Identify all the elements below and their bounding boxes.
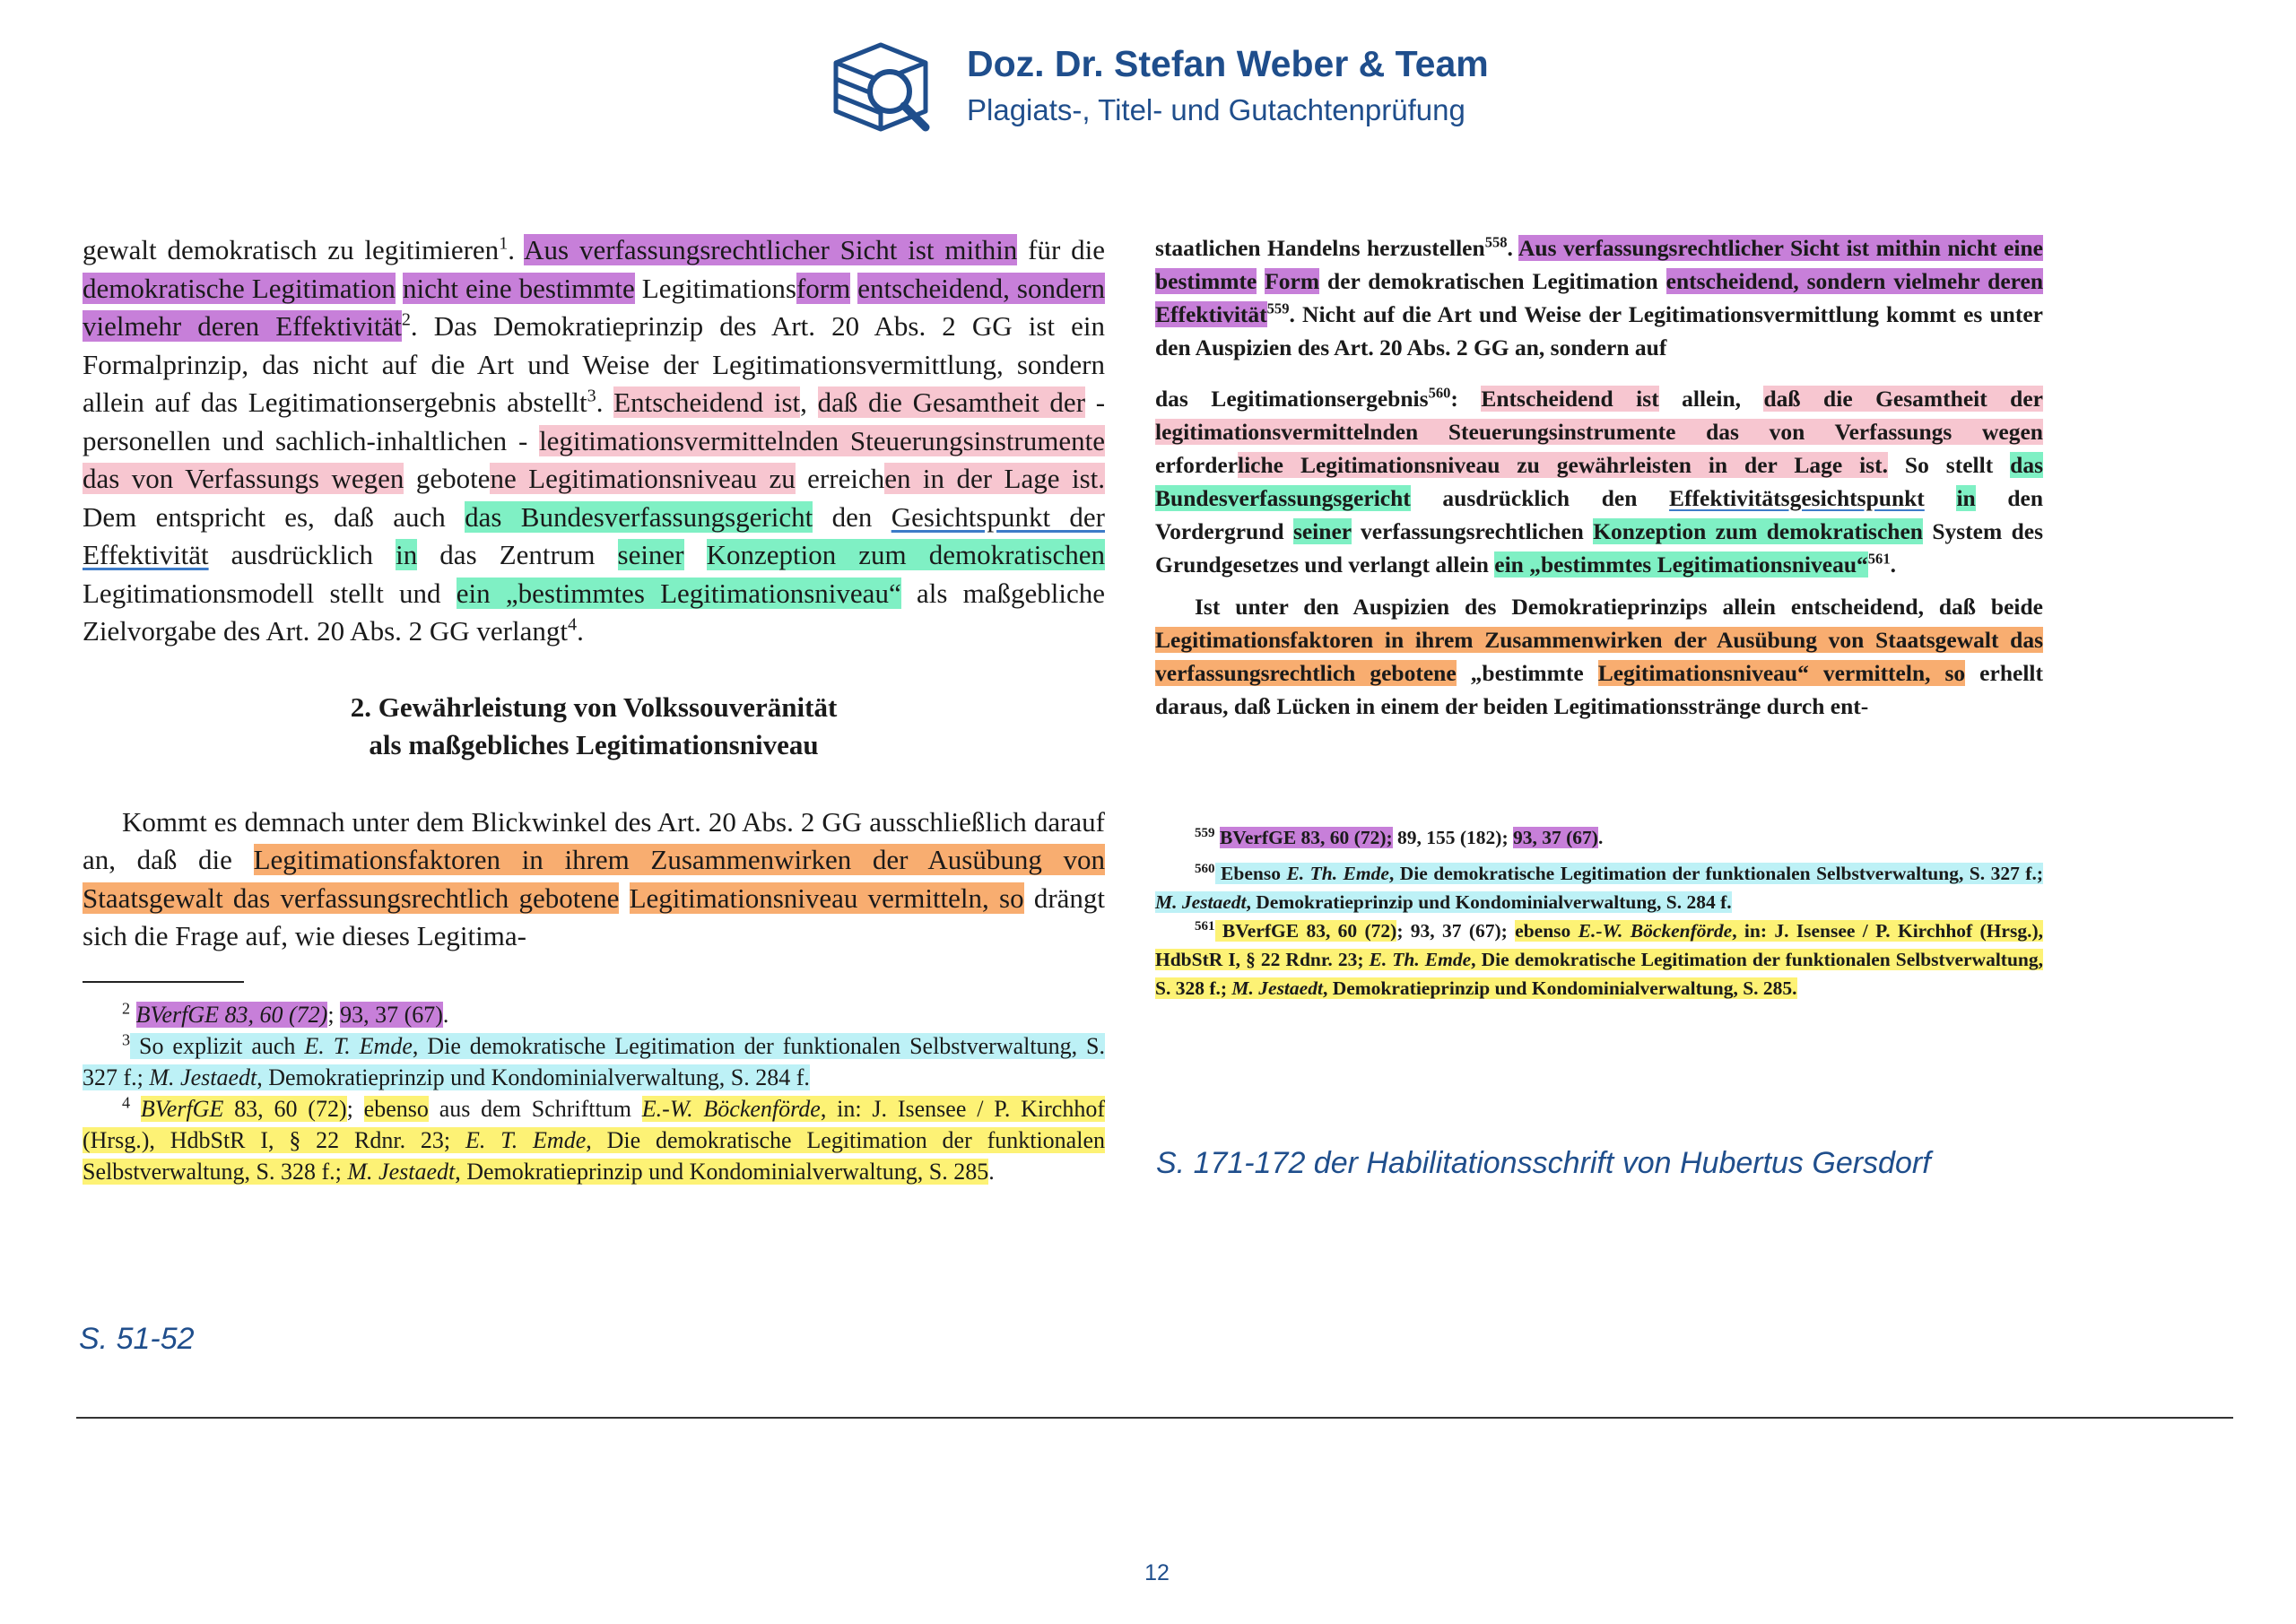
highlight-green: das Bundesverfassungsgericht xyxy=(1155,452,2043,511)
highlight-purple: 93, 37 (67) xyxy=(1513,827,1598,848)
paragraph-gap xyxy=(1155,581,2043,590)
highlight-purple: demokratische Legitimation xyxy=(83,272,396,304)
highlight-pink: Entscheidend ist xyxy=(613,386,801,418)
highlight-pink: Entscheidend ist xyxy=(1481,386,1659,412)
left-footnote-4: $^4$ BVerfGE 83, 60 (72); ebenso aus dem Schrifttum E.-W. Böckenförde, in: J. Isensee / P. Kirchhof (Hrsg.), HdbStR I, § 22 Rdnr. 23; E. T. Emde, Die demokratische Legitimation der funktionalen Selbstverwaltung, S. 328 f.; M. Jestaedt, Demokratieprinzip und Kondominialverwaltung, S. 285. xyxy=(83,1092,1105,1185)
compared-excerpt-right xyxy=(1155,231,2043,1003)
highlight-pink: legitimationsvermittelnden Steuerungsinstrumente das von Verfassungs wegen xyxy=(83,424,1105,494)
caption-source-pages: S. 51-52 xyxy=(79,1322,195,1356)
right-paragraph-2: das Legitimationsergebnis$^{560}$: Entscheidend ist allein, daß die Gesamtheit der legitimationsvermittelnden Steuerungsinstrumente das von Verfassungs wegen erforderliche Legitimationsniveau zu gewährleisten in der Lage ist. So stellt das Bundesverfassungsgericht ausdrücklich den Effektivitätsgesichtspunkt in den Vordergrund seiner verfassungsrechtlichen Konzeption zum demokratischen System des Grundgesetzes und verlangt allein ein „bestimmtes Legitimationsniveau“$^{561}$. xyxy=(1155,384,2044,578)
highlight-purple: form xyxy=(796,272,851,304)
right-paragraph-3: Ist unter den Auspizien des Demokratieprinzips allein entscheidend, daß beide Legitimationsfaktoren in ihrem Zusammenwirken der Ausübung von Staatsgewalt das verfassungsrechtlich gebotene „bestimmte Legitimationsniveau“ vermitteln, so erhellt daraus, daß Lücken in einem der beiden Legitimationsstränge durch ent- xyxy=(1155,594,2043,719)
highlight-orange: Legitimationsfaktoren in ihrem Zusammenwirken der Ausübung von Staatsgewalt das verfassungsrechtlich gebotene xyxy=(1155,627,2043,686)
highlight-green: in xyxy=(1956,485,1976,511)
highlight-yellow: E.-W. Böckenförde, in: J. Isensee / P. Kirchhof (Hrsg.), HdbStR I, § 22 Rdnr. 23; E. T. Emde, Die demokratische Legitimation der funktionalen Selbstverwaltung, S. 328 f.; M. Jestaedt, Demokratieprinzip und Kondominialverwaltung, S. 285 xyxy=(83,1095,1105,1185)
highlight-purple: nicht eine bestimmte xyxy=(402,272,635,304)
highlight-green: das Bundesverfassungsgericht xyxy=(465,500,813,533)
right-footnote-559: $^{559}$ BVerfGE 83, 60 (72); 89, 155 (182); 93, 37 (67). xyxy=(1195,825,1604,848)
highlight-pink: ne Legitimationsniveau zu xyxy=(490,463,796,494)
highlight-orange: Legitimationsniveau vermitteln, so xyxy=(629,881,1024,914)
highlight-orange: Legitimationsniveau“ vermitteln, so xyxy=(1597,660,1966,686)
highlight-cyan: Ebenso E. Th. Emde, Die demokratische Legitimation der funktionalen Selbstverwaltung, S. 327 f.; M. Jestaedt, Demokratieprinzip und Kondominialverwaltung, S. 284 f. xyxy=(1155,863,2043,913)
highlight-purple: Aus verfassungsrechtlicher Sicht ist mithin nicht eine bestimmte xyxy=(1155,235,2043,294)
source-excerpt-left xyxy=(83,231,1105,1187)
underline-blue: Effektivitätsgesichtspunkt xyxy=(1669,485,1925,511)
highlight-green: seiner xyxy=(1292,518,1352,544)
left-paragraph-2: Kommt es demnach unter dem Blickwinkel des Art. 20 Abs. 2 GG ausschließlich darauf an, daß die Legitimationsfaktoren in ihrem Zusammenwirken der Ausübung von Staatsgewalt das verfassungsrechtlich gebotene Legitimationsniveau vermitteln, so drängt sich die Frage auf, wie dieses Legitima- xyxy=(83,805,1106,951)
highlight-pink: en in der Lage ist. xyxy=(884,463,1105,494)
section-heading: 2. Gewährleistung von Volkssouveränität als maßgebliches Legitimationsniveau xyxy=(350,690,838,760)
highlight-green: Konzeption zum demokratischen xyxy=(1593,518,1923,544)
highlight-purple: entscheidend, sondern vielmehr deren Effektivität xyxy=(1155,268,2044,327)
highlight-green: ein „bestimmtes Legitimationsniveau“ xyxy=(456,577,901,609)
highlight-purple: Aus verfassungsrechtlicher Sicht ist mithin xyxy=(524,234,1018,265)
highlight-green: ein „bestimmtes Legitimationsniveau“ xyxy=(1494,551,1868,578)
highlight-pink: liche Legitimationsniveau zu gewährleisten in der Lage ist. xyxy=(1238,452,1888,478)
underline-blue: Gesichtspunkt der Effektivität xyxy=(83,500,1105,570)
left-paragraph-1: gewalt demokratisch zu legitimieren$^1$. Aus verfassungsrechtlicher Sicht ist mithin für die demokratische Legitimation nicht eine bestimmte Legitimationsform entscheidend, sondern vielmehr deren Effektivität$^2$. Das Demokratieprinzip des Art. 20 Abs. 2 GG ist ein Formalprinzip, das nicht auf die Art und Weise der Legitimationsvermittlung, sondern allein auf das Legitimationsergebnis abstellt$^3$. Entscheidend ist, daß die Gesamtheit der - personellen und sachlich-inhaltlichen - legitimationsvermittelnden Steuerungsinstrumente das von Verfassungs wegen gebotene Legitimationsniveau zu erreichen in der Lage ist. Dem entspricht es, daß auch das Bundesverfassungsgericht den Gesichtspunkt der Effektivität ausdrücklich in das Zentrum seiner Konzeption zum demokratischen Legitimationsmodell stellt und ein „bestimmtes Legitimationsniveau“ als maßgebliche Zielvorgabe des Art. 20 Abs. 2 GG verlangt$^4$. xyxy=(83,233,1106,647)
right-footnote-561: $^{561}$ BVerfGE 83, 60 (72); 93, 37 (67); ebenso E.-W. Böckenförde, in: J. Isensee / P. Kirchhof (Hrsg.), HdbStR I, § 22 Rdnr. 23; E. Th. Emde, Die demokratische Legitimation der funktionalen Selbstverwaltung, S. 328 f.; M. Jestaedt, Demokratieprinzip und Kondominialverwaltung, S. 285. xyxy=(1155,918,2043,999)
logo-icon xyxy=(825,36,946,135)
highlight-green: Konzeption zum demokratischen xyxy=(706,539,1105,570)
left-footnote-2: $^2$ BVerfGE 83, 60 (72); 93, 37 (67). xyxy=(122,998,449,1028)
page-number: 12 xyxy=(1144,1560,1170,1585)
highlight-purple: 93, 37 (67) xyxy=(340,1001,443,1028)
highlight-green: in xyxy=(396,539,418,570)
right-footnote-560: $^{560}$ Ebenso E. Th. Emde, Die demokratische Legitimation der funktionalen Selbstverwaltung, S. 327 f.; M. Jestaedt, Demokratieprinzip und Kondominialverwaltung, S. 284 f. xyxy=(1155,861,2043,913)
highlight-purple: BVerfGE 83, 60 (72); xyxy=(1219,827,1393,848)
highlight-yellow: ebenso E.-W. Böckenförde, in: J. Isensee / P. Kirchhof (Hrsg.), HdbStR I, § 22 Rdnr. 23; E. Th. Emde, Die demokratische Legitimation der funktionalen Selbstverwaltung, S. 328 f.; M. Jestaedt, Demokratieprinzip und Kondominialverwaltung, S. 285. xyxy=(1155,920,2043,999)
highlight-purple: entscheidend, sondern vielmehr deren Effektivität xyxy=(83,272,1106,342)
highlight-cyan: So explizit auch E. T. Emde, Die demokratische Legitimation der funktionalen Selbstverwaltung, S. 327 f.; M. Jestaedt, Demokratieprinzip und Kondominialverwaltung, S. 284 f. xyxy=(83,1032,1106,1090)
highlight-yellow: ebenso xyxy=(363,1095,429,1122)
brand-subtitle: Plagiats-, Titel- und Gutachtenprüfung xyxy=(967,93,1465,126)
caption-compared-pages: S. 171-172 der Habilitationsschrift von Hubertus Gersdorf xyxy=(1156,1146,1931,1180)
highlight-orange: Legitimationsfaktoren in ihrem Zusammenwirken der Ausübung von Staatsgewalt das verfassungsrechtlich gebotene xyxy=(83,844,1105,914)
footnote-rule xyxy=(83,981,244,983)
page-break-gap xyxy=(1155,364,2043,382)
highlight-green: seiner xyxy=(617,539,684,570)
left-footnote-3: $^3$ So explizit auch E. T. Emde, Die demokratische Legitimation der funktionalen Selbstverwaltung, S. 327 f.; M. Jestaedt, Demokratieprinzip und Kondominialverwaltung, S. 284 f. xyxy=(83,1029,1106,1090)
highlight-purple: BVerfGE 83, 60 (72) xyxy=(135,1001,328,1028)
brand-name: Doz. Dr. Stefan Weber & Team xyxy=(967,43,1489,84)
highlight-purple: Form xyxy=(1265,268,1320,294)
footnote-gap xyxy=(1155,723,2043,823)
footer-divider xyxy=(76,1417,2233,1419)
highlight-yellow: BVerfGE 83, 60 (72) xyxy=(140,1095,347,1122)
highlight-yellow: BVerfGE 83, 60 (72) xyxy=(1214,920,1397,942)
right-paragraph-1: staatlichen Handelns herzustellen$^{558}$. Aus verfassungsrechtlicher Sicht ist mithin nicht eine bestimmte Form der demokratischen Legitimation entscheidend, sondern vielmehr deren Effektivität$^{559}$. Nicht auf die Art und Weise der Legitimationsvermittlung kommt es unter den Auspizien des Art. 20 Abs. 2 GG an, sondern auf xyxy=(1155,233,2044,360)
highlight-pink: daß die Gesamtheit der xyxy=(817,386,1086,418)
highlight-pink: daß die Gesamtheit der legitimationsvermittelnden Steuerungsinstrumente das von Verfassungs wegen xyxy=(1155,386,2044,445)
